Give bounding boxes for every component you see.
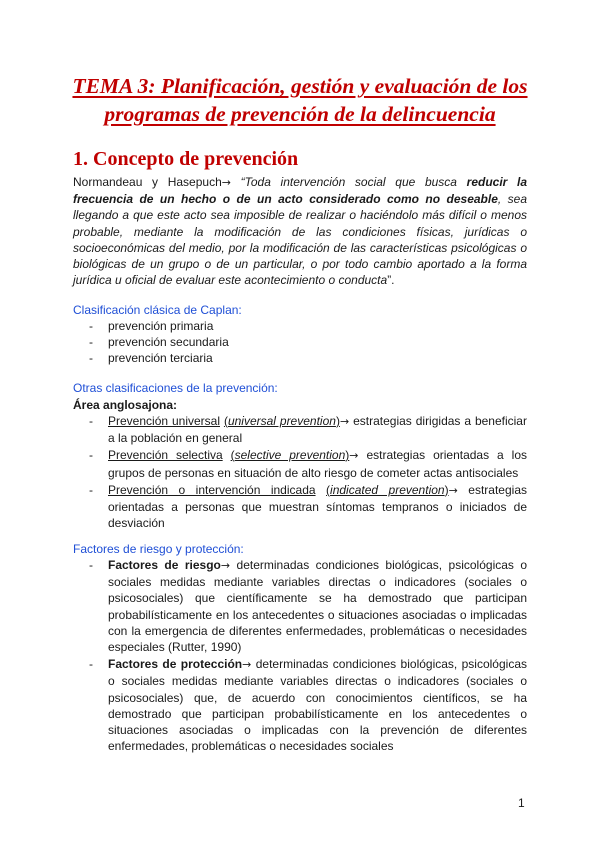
risk-protection-heading: Factores de riesgo y protección: — [73, 542, 244, 556]
dash-bullet: - — [89, 448, 93, 463]
caplan-heading: Clasificación clásica de Caplan: — [73, 303, 242, 317]
list-item: - prevención primaria — [89, 319, 214, 333]
arrow-icon: → — [448, 483, 458, 497]
list-item: - Prevención o intervención indicada (indicated prevention)→ estrategias orientadas a personas que muestran síntomas tempranos o iniciados de desviación — [89, 482, 527, 531]
arrow-icon: → — [349, 449, 359, 463]
arrow-icon: → — [339, 415, 350, 428]
arrow-icon: → — [221, 176, 231, 189]
dash-bullet: - — [89, 319, 93, 333]
page-number: 1 — [518, 796, 525, 810]
list-item: - Factores de riesgo→ determinadas condiciones biológicas, psicológicas o sociales medidas mediante variables directas o indicadores (sociales o psicosociales) que científicamente se ha demostrado que participan probabilísticamente en los antecedentes o situaciones asociadas o implicadas con la emergencia de diferentes enfermedades, problemáticas o necesidades especiales (Rutter, 1990) — [89, 558, 527, 655]
quote-emphasis: reducir la frecuencia de un hecho o de un acto considerado como no deseable — [73, 175, 528, 207]
document-title: TEMA 3: Planificación, gestión y evaluación de los programas de prevención de la delincuencia — [72, 74, 528, 126]
definition-paragraph: Normandeau y Hasepuch→ “Toda intervención social que busca reducir la frecuencia de un hecho o de un acto considerado como no deseable, sea llegando a que este acto sea imposible de realizar o haciéndolo más difícil o menos probable, mediante la modificación de las condiciones físicas, jurídicas o socioeconómicas del medio, por la modificación de las características psicológicas o biológicas de un grupo o de un particular, o por todo cambio aportado a la forma jurídica u oficial de evaluar este acontecimiento o conducta”. — [73, 175, 528, 288]
dash-bullet: - — [89, 414, 93, 428]
caplan-list — [73, 318, 527, 367]
section-heading: 1. Concepto de prevención — [73, 148, 299, 170]
dash-bullet: - — [89, 558, 93, 572]
dash-bullet: - — [89, 351, 93, 366]
dash-bullet: - — [89, 657, 93, 672]
list-item: - Factores de protección→ determinadas condiciones biológicas, psicológicas o sociales medidas mediante variables directas o indicadores (sociales o psicosociales) que, de acuerdo con conocimientos científicos, se ha demostrado que participan probabilísticamente en los antecedentes o situaciones asociadas o implicadas con la prevención de diferentes enfermedades, problemáticas o necesidades sociales — [89, 657, 527, 754]
arrow-icon: → — [242, 658, 252, 672]
factors-list — [73, 557, 527, 755]
area-heading: Área anglosajona: — [73, 398, 178, 412]
list-item: - Prevención universal (universal prevention)→ estrategias dirigidas a beneficiar a la población en general — [89, 414, 527, 446]
arrow-icon: → — [220, 559, 231, 572]
other-classifications-heading: Otras clasificaciones de la prevención: — [73, 381, 278, 395]
author-names: Normandeau y Hasepuch — [73, 175, 222, 189]
prevention-types-list — [73, 413, 527, 532]
dash-bullet: - — [89, 335, 93, 350]
term-label: Factores de riesgo — [108, 558, 221, 572]
dash-bullet: - — [89, 482, 93, 497]
term-label: Factores de protección — [108, 657, 243, 672]
quote-text: “Toda intervención social que busca reducir la frecuencia de un hecho o de un acto considerado como no deseable, sea llegando a que este acto sea imposible de realizar o haciéndolo más difícil o menos probable, mediante la modificación de las condiciones físicas, jurídicas o socioeconómicas del medio, por la modificación de las características psicológicas o biológicas de un grupo o de un particular, o por todo cambio aportado a la forma jurídica u oficial de evaluar este acontecimiento o conducta — [73, 175, 528, 288]
list-item: - prevención secundaria — [89, 335, 229, 350]
list-item: - prevención terciaria — [89, 351, 213, 366]
list-item: - Prevención selectiva (selective prevention)→ estrategias orientadas a los grupos de personas en situación de alto riesgo de cometer actas antisociales — [89, 448, 527, 480]
